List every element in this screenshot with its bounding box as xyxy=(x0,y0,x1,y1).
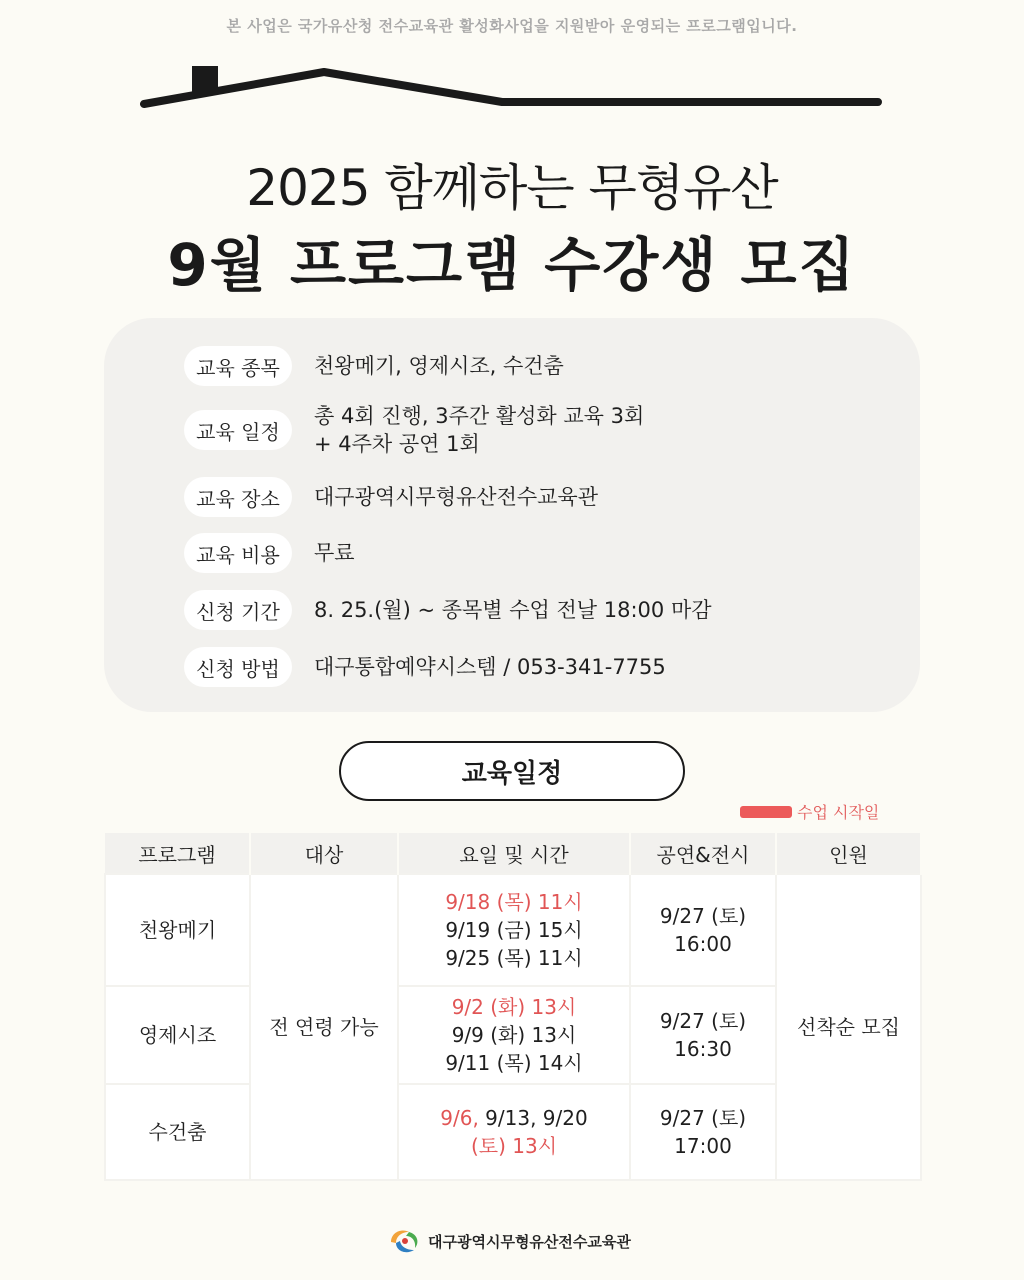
institution-logo-icon xyxy=(388,1226,422,1256)
performance-cell xyxy=(630,1084,776,1180)
performance-cell xyxy=(630,986,776,1084)
start-day-time: (토) 13시 xyxy=(470,1134,558,1158)
info-value xyxy=(314,402,644,458)
info-label: 교육 일정 xyxy=(184,410,292,450)
info-label: 교육 종목 xyxy=(184,346,292,386)
info-value: 대구광역시무형유산전수교육관 xyxy=(314,485,599,509)
title-line-1: 2025 함께하는 무형유산 xyxy=(246,159,778,217)
start-date: 9/2 (화) 13시 xyxy=(451,995,577,1019)
target-cell: 전 연령 가능 xyxy=(250,874,398,1180)
info-value: 8. 25.(월) ~ 종목별 수업 전날 18:00 마감 xyxy=(314,598,712,622)
title-line-2: 9월 프로그램 수강생 모집 xyxy=(167,231,857,299)
performance-time: 16:00 xyxy=(674,932,732,956)
legend-label: 수업 시작일 xyxy=(797,803,880,822)
info-value-line: + 4주차 공연 1회 xyxy=(314,432,480,456)
info-row-location xyxy=(184,477,598,517)
sponsor-notice: 본 사업은 국가유산청 전수교육관 활성화사업을 지원받아 운영되는 프로그램입니다. xyxy=(226,17,798,35)
column-header: 인원 xyxy=(776,833,921,874)
legend-swatch xyxy=(740,806,792,818)
roof-line-graphic xyxy=(130,60,900,120)
class-date-line xyxy=(400,1104,628,1132)
column-header: 요일 및 시간 xyxy=(398,833,630,874)
table-header-row xyxy=(105,833,921,874)
performance-date: 9/27 (토) xyxy=(659,1009,747,1033)
legend xyxy=(740,800,879,823)
info-row-method xyxy=(184,647,666,687)
info-value: 대구통합예약시스템 / 053-341-7755 xyxy=(314,655,666,679)
class-date: 9/25 (목) 11시 xyxy=(445,946,583,970)
times-cell xyxy=(398,986,630,1084)
info-row-period xyxy=(184,590,712,630)
column-header: 프로그램 xyxy=(105,833,250,874)
times-cell xyxy=(398,874,630,986)
performance-date: 9/27 (토) xyxy=(659,1106,747,1130)
class-date: 9/11 (목) 14시 xyxy=(445,1051,583,1075)
footer-institution-name: 대구광역시무형유산전수교육관 xyxy=(428,1232,631,1251)
times-cell xyxy=(398,1084,630,1180)
info-row-subject xyxy=(184,346,564,386)
performance-date: 9/27 (토) xyxy=(659,904,747,928)
info-value: 천왕메기, 영제시조, 수건춤 xyxy=(314,354,564,378)
column-header: 대상 xyxy=(250,833,398,874)
info-label: 교육 비용 xyxy=(184,533,292,573)
program-cell: 천왕메기 xyxy=(105,874,250,986)
class-date: 9/9 (화) 13시 xyxy=(451,1023,577,1047)
capacity-cell: 선착순 모집 xyxy=(776,874,921,1180)
info-label: 신청 기간 xyxy=(184,590,292,630)
class-date: 9/13, 9/20 xyxy=(478,1106,588,1130)
schedule-table xyxy=(104,833,922,1181)
info-row-schedule xyxy=(184,402,644,458)
program-cell: 수건춤 xyxy=(105,1084,250,1180)
start-date: 9/6, xyxy=(440,1106,479,1130)
info-value-line: 총 4회 진행, 3주간 활성화 교육 3회 xyxy=(314,404,645,428)
info-value: 무료 xyxy=(314,541,355,565)
info-panel xyxy=(104,318,920,712)
program-cell: 영제시조 xyxy=(105,986,250,1084)
table-row xyxy=(105,874,921,986)
info-label: 신청 방법 xyxy=(184,647,292,687)
schedule-heading: 교육일정 xyxy=(339,741,685,801)
footer xyxy=(388,1226,631,1256)
info-row-cost xyxy=(184,533,355,573)
start-date: 9/18 (목) 11시 xyxy=(445,890,583,914)
column-header: 공연&전시 xyxy=(630,833,776,874)
performance-time: 16:30 xyxy=(674,1037,732,1061)
performance-time: 17:00 xyxy=(674,1134,732,1158)
info-label: 교육 장소 xyxy=(184,477,292,517)
performance-cell xyxy=(630,874,776,986)
class-date: 9/19 (금) 15시 xyxy=(445,918,583,942)
